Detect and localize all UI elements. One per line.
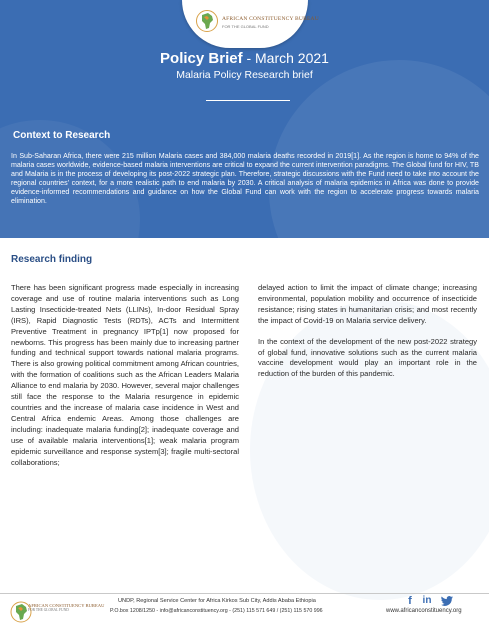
logo-badge [182,0,319,48]
linkedin-icon[interactable]: in [422,595,432,606]
research-paragraph-left: There has been significant progress made especially in increasing coverage and use of routine malaria interventions such as Long Lasting Insecticide-treated Nets (LLINs), In-door Residual Spray (IRS), Rapid Diagnostic Tests (RDTs), ACTs and Intermittent Preventive Treatment in pregnancy IPTp[1] now proposed for newborns. This progress has been mainly due to increasing partner funding and technical support towards national malaria programs. There is also growing political commitment among African countries, with the formation of coalitions such as the African Leaders Malaria Alliance to end malaria by 2030. However, several major challenges still face the response to the Malaria resurgence in epidemic countries and the increase of malaria case incidence in West and Central Africa endemic Areas. Among those challenges are including: inadequate malaria funding[2]; inadequate coverage and use of available malaria interventions[1]; weak malaria program epidemic surveillance and response system[3]; fragile multi-sectoral collaborations; [11,283,239,467]
footer-contact: P.O.box 1208/1250 - info@africanconstituency.org - (251) 115 571 649 / (251) 115 570 996 [110,608,323,614]
footer-website[interactable]: www.africanconstituency.org [386,608,462,614]
research-column-left [11,283,239,468]
footer-logo-text [28,603,104,613]
research-column-right [258,283,477,380]
context-heading: Context to Research [13,130,111,141]
page-subtitle: Malaria Policy Research brief [176,69,313,81]
logo-name: AFRICAN CONSTITUENCY BUREAU [222,16,319,22]
page-title [0,50,489,67]
footer-address: UNDP, Regional Service Center for Africa Kirkos Sub City, Addis Ababa Ethiopia [118,598,316,604]
logo-tagline: FOR THE GLOBAL FUND [222,24,269,29]
facebook-icon[interactable]: f [408,595,412,607]
footer-logo-tagline: FOR THE GLOBAL FUND [28,608,69,612]
title-bold: Policy Brief [160,50,243,67]
research-paragraph-right-2: In the context of the development of the new post-2022 strategy of global fund, innovative solutions such as the current malaria vaccine development would play an important role in the reduction of the burden of this pandemic. [258,336,477,379]
title-divider [206,100,290,101]
research-heading: Research finding [11,254,93,265]
footer-logo-name: AFRICAN CONSTITUENCY BUREAU [28,603,105,608]
context-body: In Sub-Saharan Africa, there were 215 million Malaria cases and 384,000 malaria deaths recorded in 2019[1]. As the region is home to 94% of the malaria cases worldwide, evidence-based malaria interventions are critical to expand the current intervention paradigms. The Global fund for HIV, TB and Malaria is in the process of developing its post-2022 strategic plan. Therefore, strategic discussions with the Fund need to take into account the regional countries' context, for a more realistic path to end malaria by 2030. A critical analysis of malaria epidemics in Africa was done to provide evidence-informed recommendations and guidance on how the Global Fund can work with the region to accelerate progress towards malaria elimination. [11,152,479,206]
twitter-icon[interactable] [440,594,454,608]
background-globe-graphic [269,60,489,238]
hero-banner [0,0,489,238]
africa-map-icon [196,8,218,34]
research-paragraph-right-1: delayed action to limit the impact of climate change; increasing environmental, population mobility and occurrence of insecticide resistance; rising states in humanitarian crisis; and most recently the impact of Covid-19 on Malaria service delivery. [258,283,477,325]
title-date: - March 2021 [242,50,329,66]
